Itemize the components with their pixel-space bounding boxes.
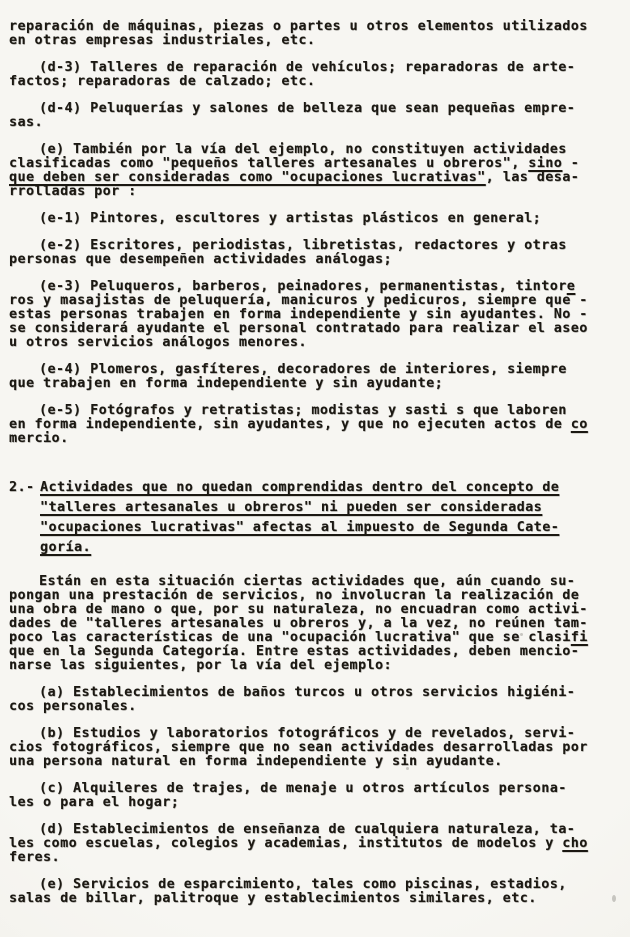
text-line: (d) Establecimientos de enseñanza de cualquiera naturaleza, ta- [39,822,576,837]
text-line: que trabajen en forma independiente y sin ayudante; [9,376,444,391]
paragraph [9,782,618,810]
underlined-text: que deben ser consideradas como "ocupaciones lucrativas" [9,170,486,185]
text-line: estas personas trabajen en forma independiente y sin ayudantes. No - [9,307,588,322]
text-line: reparación de máquinas, piezas o partes u otros elementos utilizados [9,19,588,34]
scan-speck [612,895,616,902]
text-line: que deben ser consideradas como "ocupaciones lucrativas", las desa- [9,170,580,185]
underlined-text: sino [528,156,563,171]
paragraph [9,239,618,267]
text-line: (d-4) Peluquerías y salones de belleza que sean pequeñas empre- [39,101,576,116]
text-line: en otras empresas industriales, etc. [9,33,316,48]
text-line: en forma independiente, sin ayudantes, y que no ejecuten actos de co [9,417,588,432]
underlined-text: co [570,417,588,432]
text-line: una obra de mano o que, por su naturaleza, no encuadran como activi- [9,602,588,617]
text-line: (e) También por la vía del ejemplo, no constituyen actividades [39,142,567,157]
text-line: (c) Alquileres de trajes, de menaje u otros artículos persona- [39,781,567,796]
heading-line: Actividades que no quedan comprendidas dentro del concepto de [40,480,560,495]
text-line: (a) Establecimientos de baños turcos u otros servicios higiéni- [39,685,576,700]
paragraph [9,363,618,391]
text-line: salas de billar, palitroque y establecimientos similares, etc. [9,891,537,906]
text-line: (b) Estudios y laboratorios fotográficos y de revelados, servi- [39,726,576,741]
paragraph [9,143,618,199]
underlined-text: cho [562,836,588,851]
section-number: 2.- [9,480,35,495]
text-line: narse las siguientes, por la vía del ejemplo: [9,658,393,673]
text-line: dades de "talleres artesanales u obreros y, a la vez, no reúnen tam- [9,616,588,631]
text-line: (e-5) Fotógrafos y retratistas; modistas y sasti s que laboren [39,403,567,418]
text-line: sas. [9,115,44,130]
paragraph [9,404,618,446]
paragraph [9,102,618,130]
section-heading [9,478,618,558]
paragraph [9,280,618,350]
heading-line: "ocupaciones lucrativas" afectas al impuesto de Segunda Cate- [40,520,560,535]
text-line: (e-1) Pintores, escultores y artistas plásticos en general; [39,211,542,226]
heading-line: goría. [40,540,92,555]
paragraph [9,727,618,769]
text-line: les como escuelas, colegios y academias, institutos de modelos y cho [9,836,588,851]
text-line: pongan una prestación de servicios, no involucran la realización de [9,588,580,603]
underlined-text: fi [570,630,588,645]
text-line: cos personales. [9,699,137,714]
text-line: una persona natural en forma independiente y sin ayudante. [9,754,503,769]
underlined-text: e [566,279,576,294]
text-line: clasificadas como "pequeños talleres artesanales u obreros", sino - [9,156,580,171]
text-line: mercio. [9,431,69,446]
text-line: cios fotográficos, siempre que no sean actividades desarrolladas por [9,740,588,755]
text-line: feres. [9,850,61,865]
text-line: rrolladas por : [9,184,137,199]
text-line: (e) Servicios de esparcimiento, tales como piscinas, estadios, [39,877,567,892]
text-line: poco las características de una "ocupación lucrativa" que se clasifi [9,630,588,645]
text-line: se considerará ayudante el personal contratado para realizar el aseo [9,321,588,336]
paragraph [9,61,618,89]
paragraph [9,686,618,714]
text-line: que en la Segunda Categoría. Entre estas actividades, deben mencio- [9,644,580,659]
text-line: u otros servicios análogos menores. [9,335,307,350]
text-line: (e-3) Peluqueros, barberos, peinadores, permanentistas, tintore [39,279,576,294]
paragraph [9,575,618,673]
text-line: (d-3) Talleres de reparación de vehículos; reparadoras de arte- [39,60,576,75]
text-line: (e-4) Plomeros, gasfíteres, decoradores de interiores, siempre [39,362,567,377]
scan-speck [406,767,409,770]
text-line: factos; reparadoras de calzado; etc. [9,74,316,89]
text-line: les o para el hogar; [9,795,180,810]
heading-line: "talleres artesanales u obreros" ni pueden ser consideradas [40,500,543,515]
text-line: personas que desempeñen actividades análogas; [9,252,393,267]
paragraph [9,20,618,48]
text-line: Están en esta situación ciertas actividades que, aún cuando su- [39,574,576,589]
paragraph [9,212,618,226]
scan-speck [520,633,523,636]
text-line: (e-2) Escritores, periodistas, libretistas, redactores y otras [39,238,567,253]
paragraph [9,823,618,865]
paragraph [9,878,618,906]
text-line: ros y masajistas de peluquería, manicuros y pedicuros, siempre que - [9,293,588,308]
